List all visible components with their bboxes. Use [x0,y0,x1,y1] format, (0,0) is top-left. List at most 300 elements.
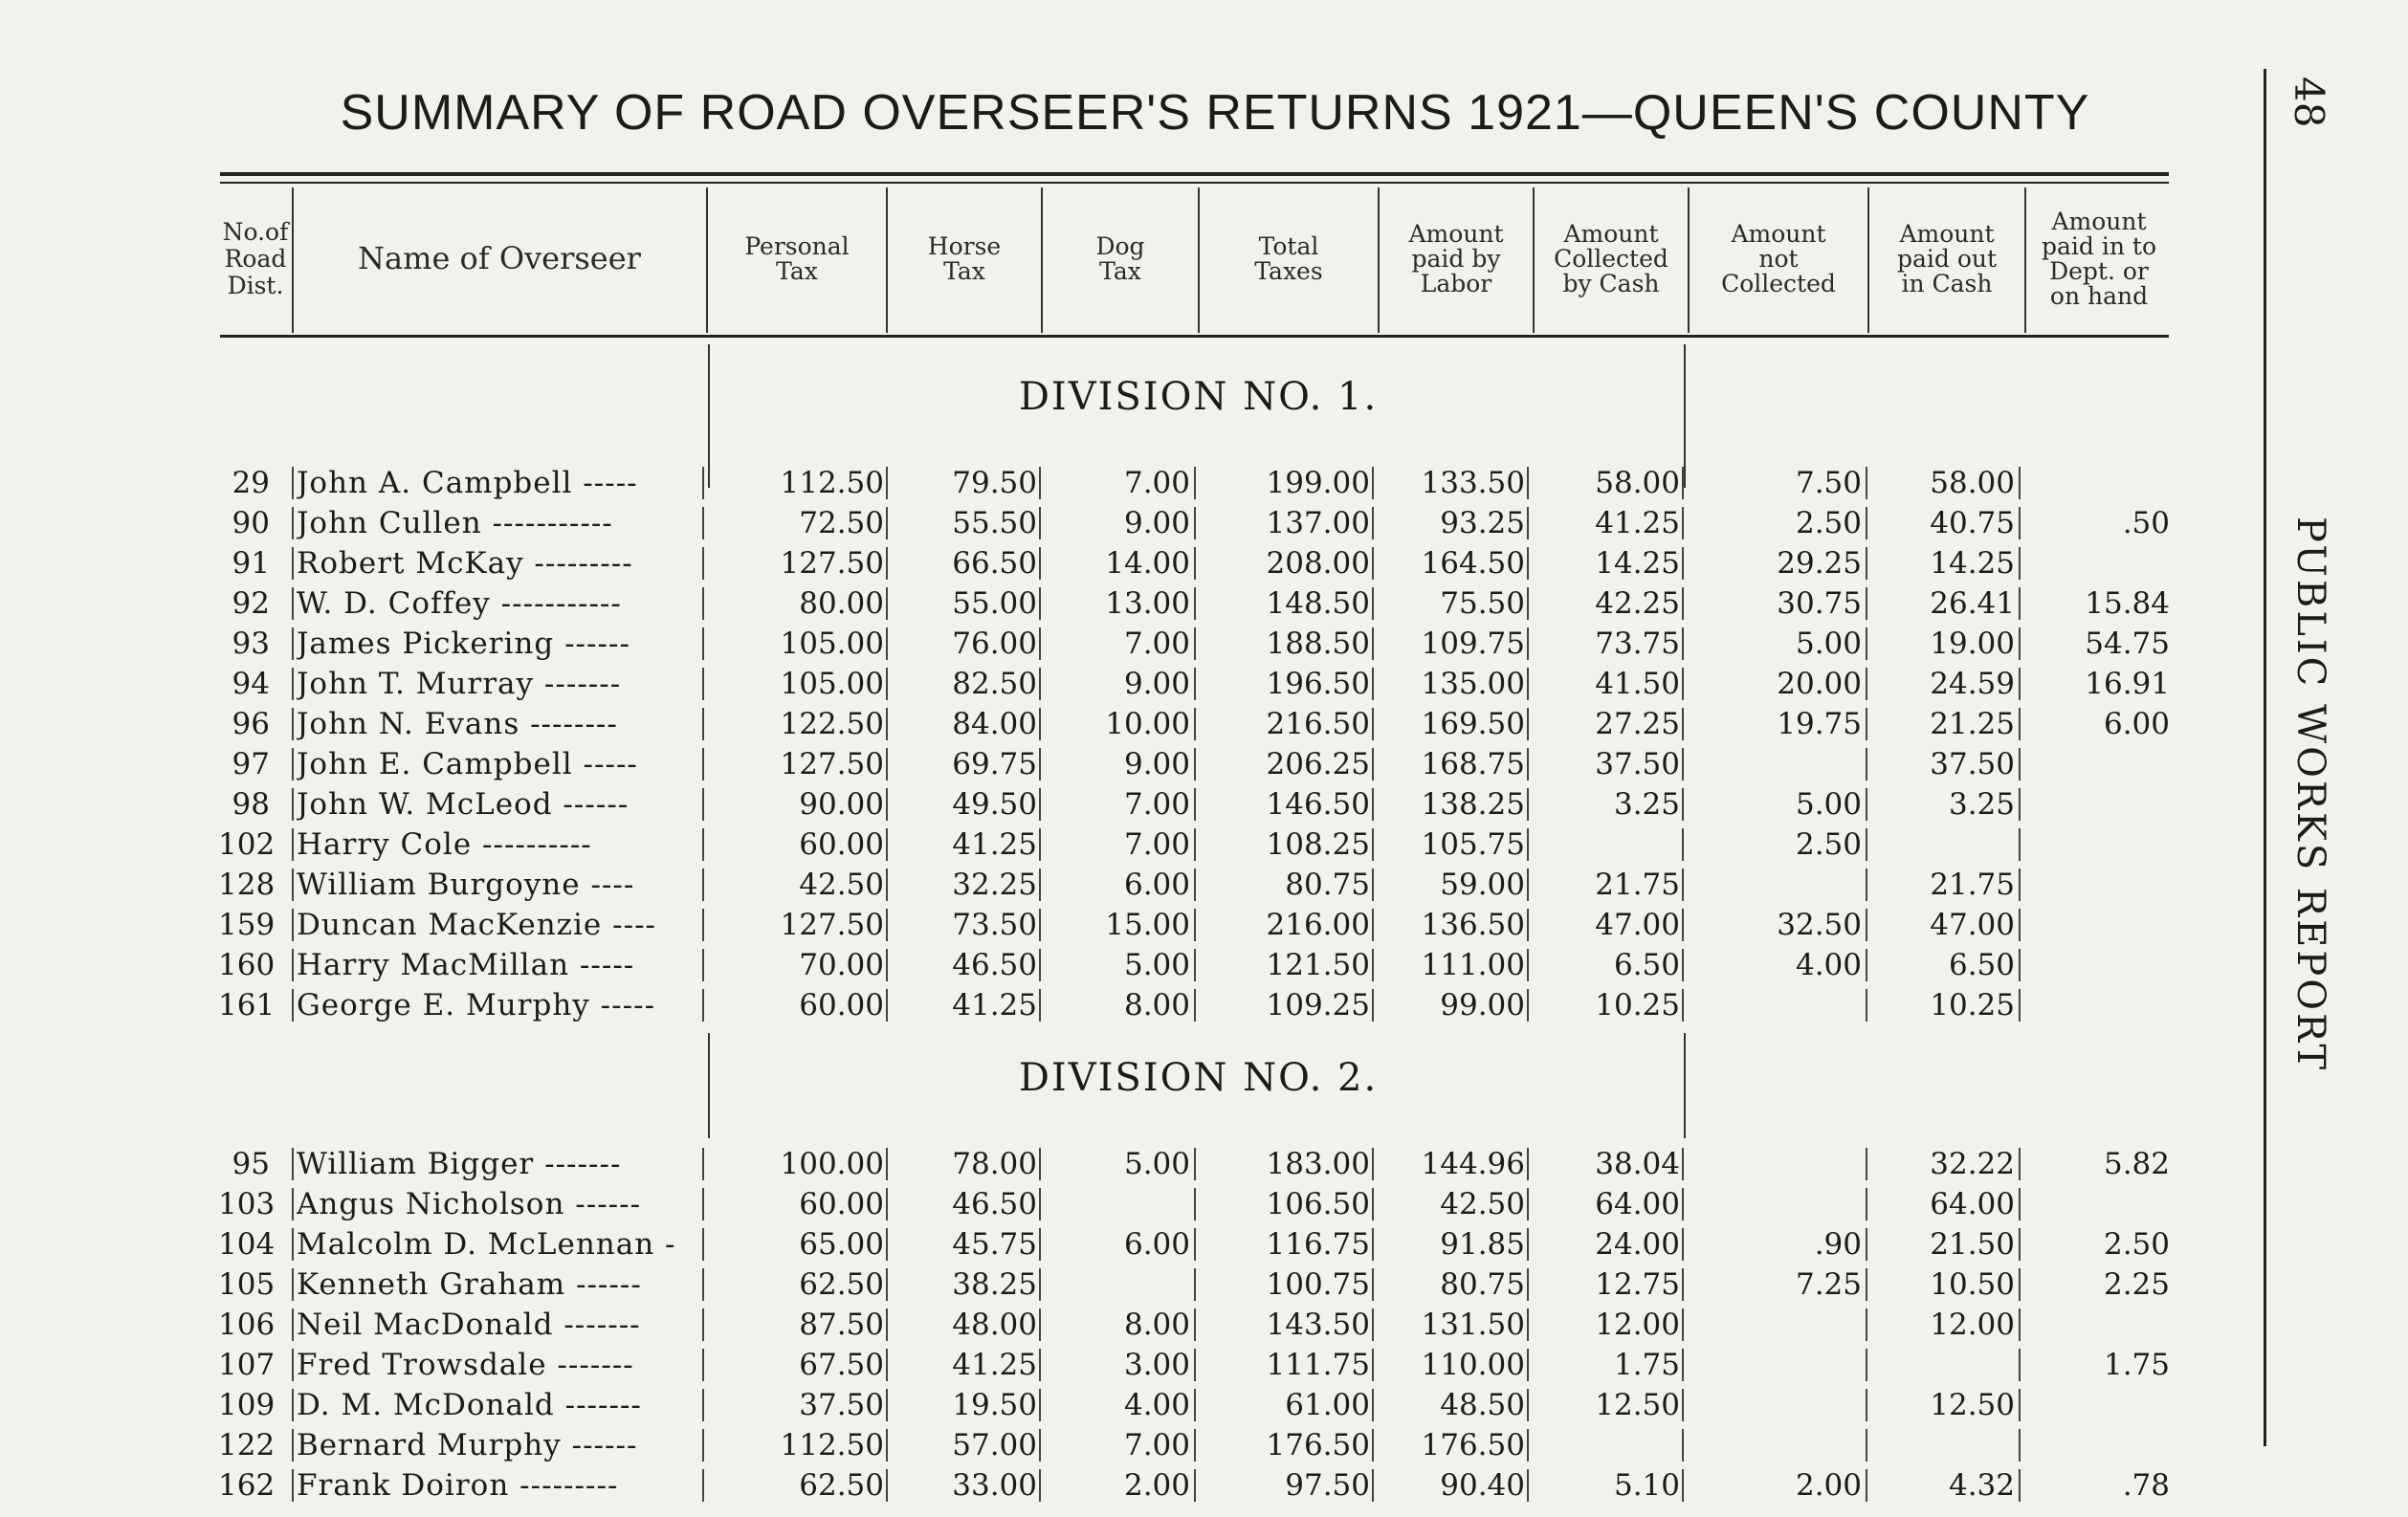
road-dist-cell: 95 [232,1147,270,1181]
column-rule [1194,748,1196,780]
total-taxes-cell: 196.50 [1266,667,1370,701]
column-rule [1039,507,1041,539]
column-rule [292,1469,294,1502]
column-rule [1866,587,1867,620]
column-rule [292,587,294,620]
table-row [0,744,2200,784]
column-rule [1866,547,1867,580]
column-rule [1682,1389,1684,1421]
paid-by-labor-cell: 80.75 [1440,1267,1525,1302]
column-rule [1866,1148,1867,1180]
column-rule [702,788,704,821]
column-rule [886,828,888,861]
not-collected-cell: 29.25 [1777,546,1862,581]
column-rule [1866,1308,1867,1341]
table-row [0,664,2200,704]
column-rule [1866,1228,1867,1261]
overseer-name-cell: Harry Cole ---------- [297,827,592,862]
total-taxes-cell: 216.00 [1266,908,1370,942]
column-rule [1372,708,1374,740]
paid-by-labor-cell: 91.85 [1440,1227,1525,1262]
horse-tax-cell: 49.50 [952,787,1037,822]
paid-by-labor-cell: 136.50 [1421,908,1525,942]
total-taxes-cell: 143.50 [1266,1308,1370,1342]
table-row [0,824,2200,865]
total-taxes-cell: 109.25 [1266,988,1370,1022]
dog-tax-cell: 7.00 [1123,627,1190,661]
not-collected-cell [1718,1425,1862,1465]
column-rule [1682,989,1684,1022]
column-rule [1527,788,1529,821]
dog-tax-cell: 7.00 [1123,466,1190,500]
paid-by-labor-cell: 110.00 [1421,1348,1525,1382]
personal-tax-cell: 112.50 [780,466,884,500]
table-row [0,945,2200,985]
horse-tax-cell: 55.50 [952,506,1037,540]
column-rule [1372,1268,1374,1301]
column-rule [1866,1469,1867,1502]
division-heading: DIVISION NO. 2. [1018,1056,1379,1100]
collected-by-cash-cell: 3.25 [1613,787,1680,822]
column-rule [1866,868,1867,901]
horse-tax-cell: 46.50 [952,1187,1037,1221]
not-collected-cell [1718,1184,1862,1224]
header-personal-tax: Personal Tax [744,231,850,285]
not-collected-cell [1718,1345,1862,1385]
column-rule [886,1228,888,1261]
dog-tax-cell: 7.00 [1123,1428,1190,1462]
column-rule [2019,627,2021,660]
personal-tax-cell: 62.50 [799,1267,884,1302]
column-rule [292,1308,294,1341]
collected-by-cash-cell: 14.25 [1595,546,1680,581]
column-rule [1194,1228,1196,1261]
personal-tax-cell: 72.50 [799,506,884,540]
column-rule [1866,989,1867,1022]
column-rule [1372,909,1374,941]
overseer-name-cell: Malcolm D. McLennan - [297,1227,676,1262]
horse-tax-cell: 78.00 [952,1147,1037,1181]
column-rule [1527,1389,1529,1421]
column-rule [1682,1308,1684,1341]
overseer-name-cell: John E. Campbell ----- [297,747,638,781]
column-rule [1527,627,1529,660]
column-rule [1527,668,1529,700]
title-rule-thin [220,182,2169,184]
personal-tax-cell: 127.50 [780,908,884,942]
column-rule [1527,507,1529,539]
paid-to-dept-cell [2026,784,2170,824]
paid-out-cash-cell: 14.25 [1930,546,2015,581]
column-rule [2019,909,2021,941]
column-rule [702,1389,704,1421]
column-rule [708,344,710,488]
paid-out-cash-cell: 12.50 [1930,1388,2015,1422]
column-rule [886,467,888,499]
column-rule [1866,788,1867,821]
column-rule [1039,708,1041,740]
paid-to-dept-cell: 1.75 [2103,1348,2170,1382]
header-not-collected: Amount not Collected [1721,219,1836,298]
road-dist-cell: 159 [218,908,276,942]
column-rule [1372,507,1374,539]
paid-by-labor-cell: 111.00 [1421,948,1525,982]
column-rule [1372,587,1374,620]
collected-by-cash-cell: 10.25 [1595,988,1680,1022]
column-rule [292,668,294,700]
column-rule [1682,507,1684,539]
dog-tax-cell: 3.00 [1123,1348,1190,1382]
table-row [0,1184,2200,1224]
column-rule [1527,1349,1529,1381]
column-rule [1039,949,1041,981]
personal-tax-cell: 42.50 [799,868,884,902]
road-dist-cell: 107 [218,1348,276,1382]
column-rule [1682,1469,1684,1502]
column-rule [702,587,704,620]
collected-by-cash-cell: 24.00 [1595,1227,1680,1262]
column-rule [886,547,888,580]
column-rule [292,1349,294,1381]
table-row [0,463,2200,503]
column-rule [1194,909,1196,941]
collected-by-cash-cell: 73.75 [1595,627,1680,661]
column-rule [886,949,888,981]
total-taxes-cell: 148.50 [1266,586,1370,621]
column-rule [1527,1148,1529,1180]
division-heading: DIVISION NO. 1. [1018,375,1379,419]
dog-tax-cell: 13.00 [1105,586,1190,621]
column-rule [1682,748,1684,780]
header-column-rule [2024,187,2026,333]
column-rule [2019,1228,2021,1261]
column-rule [1372,1188,1374,1220]
column-rule [1866,748,1867,780]
paid-to-dept-cell [2026,1385,2170,1425]
column-rule [886,1308,888,1341]
personal-tax-cell: 112.50 [780,1428,884,1462]
not-collected-cell [1718,1385,1862,1425]
collected-by-cash-cell: 42.25 [1595,586,1680,621]
horse-tax-cell: 46.50 [952,948,1037,982]
column-rule [886,868,888,901]
horse-tax-cell: 38.25 [952,1267,1037,1302]
horse-tax-cell: 41.25 [952,1348,1037,1382]
header-horse-tax: Horse Tax [927,231,1002,285]
personal-tax-cell: 65.00 [799,1227,884,1262]
paid-by-labor-cell: 133.50 [1421,466,1525,500]
column-rule [1866,668,1867,700]
column-rule [1039,788,1041,821]
paid-by-labor-cell: 131.50 [1421,1308,1525,1342]
column-rule [292,1389,294,1421]
road-dist-cell: 29 [232,466,270,500]
column-rule [1194,1389,1196,1421]
running-head: PUBLIC WORKS REPORT [2288,517,2332,1073]
not-collected-cell [1718,985,1862,1025]
column-rule [886,1389,888,1421]
column-rule [1194,627,1196,660]
column-rule [1527,1188,1529,1220]
column-rule [1684,344,1686,488]
column-rule [886,989,888,1022]
column-rule [2019,467,2021,499]
overseer-name-cell: D. M. McDonald ------- [297,1388,642,1422]
column-rule [702,1228,704,1261]
column-rule [1039,1228,1041,1261]
paid-by-labor-cell: 90.40 [1440,1468,1525,1503]
road-dist-cell: 109 [218,1388,276,1422]
column-rule [886,1469,888,1502]
total-taxes-cell: 116.75 [1266,1227,1370,1262]
column-rule [1866,828,1867,861]
column-rule [886,788,888,821]
paid-to-dept-cell: 54.75 [2085,627,2170,661]
table-row [0,1224,2200,1264]
column-rule [1194,828,1196,861]
column-rule [702,547,704,580]
paid-to-dept-cell [2026,824,2170,865]
not-collected-cell: 5.00 [1795,787,1862,822]
column-rule [292,467,294,499]
dog-tax-cell: 9.00 [1123,506,1190,540]
paid-to-dept-cell [2026,1184,2170,1224]
column-rule [886,1349,888,1381]
not-collected-cell: .90 [1814,1227,1862,1262]
road-dist-cell: 106 [218,1308,276,1342]
paid-out-cash-cell: 4.32 [1948,1468,2015,1503]
total-taxes-cell: 206.25 [1266,747,1370,781]
paid-by-labor-cell: 59.00 [1440,868,1525,902]
paid-out-cash-cell: 21.25 [1930,707,2015,741]
column-rule [1039,627,1041,660]
paid-out-cash-cell: 10.25 [1930,988,2015,1022]
road-dist-cell: 97 [232,747,270,781]
column-rule [1194,1308,1196,1341]
column-rule [702,1188,704,1220]
paid-out-cash-cell: 24.59 [1930,667,2015,701]
personal-tax-cell: 105.00 [780,667,884,701]
personal-tax-cell: 60.00 [799,827,884,862]
personal-tax-cell: 100.00 [780,1147,884,1181]
paid-by-labor-cell: 75.50 [1440,586,1525,621]
dog-tax-cell: 6.00 [1123,1227,1190,1262]
road-dist-cell: 160 [218,948,276,982]
road-dist-cell: 104 [218,1227,276,1262]
dog-tax-cell [1047,1184,1190,1224]
column-rule [2019,828,2021,861]
page-number: 48 [2286,77,2332,128]
column-rule [2019,668,2021,700]
column-rule [1194,1188,1196,1220]
overseer-name-cell: James Pickering ------ [297,627,630,661]
table-row [0,543,2200,583]
column-rule [1682,828,1684,861]
column-rule [886,1429,888,1462]
horse-tax-cell: 79.50 [952,466,1037,500]
column-rule [1372,788,1374,821]
table-row [0,1305,2200,1345]
column-rule [2019,748,2021,780]
personal-tax-cell: 60.00 [799,988,884,1022]
column-rule [1682,1228,1684,1261]
column-rule [1194,507,1196,539]
column-rule [1372,868,1374,901]
total-taxes-cell: 80.75 [1285,868,1370,902]
dog-tax-cell: 14.00 [1105,546,1190,581]
collected-by-cash-cell: 1.75 [1613,1348,1680,1382]
overseer-name-cell: Kenneth Graham ------ [297,1267,642,1302]
column-rule [1527,1268,1529,1301]
overseer-name-cell: Frank Doiron --------- [297,1468,619,1503]
not-collected-cell [1718,1305,1862,1345]
dog-tax-cell: 7.00 [1123,787,1190,822]
header-column-rule [886,187,888,333]
horse-tax-cell: 55.00 [952,586,1037,621]
paid-by-labor-cell: 144.96 [1421,1147,1525,1181]
total-taxes-cell: 216.50 [1266,707,1370,741]
column-rule [1039,1349,1041,1381]
dog-tax-cell: 4.00 [1123,1388,1190,1422]
column-rule [1866,507,1867,539]
horse-tax-cell: 84.00 [952,707,1037,741]
column-rule [1039,668,1041,700]
column-rule [1039,989,1041,1022]
header-overseer-name: Name of Overseer [358,240,641,277]
total-taxes-cell: 188.50 [1266,627,1370,661]
collected-by-cash-cell: 21.75 [1595,868,1680,902]
column-rule [292,1148,294,1180]
column-rule [1039,1429,1041,1462]
horse-tax-cell: 41.25 [952,827,1037,862]
paid-to-dept-cell: .50 [2122,506,2170,540]
road-dist-cell: 161 [218,988,276,1022]
column-rule [1866,1268,1867,1301]
column-rule [2019,1188,2021,1220]
header-paid-out-cash: Amount paid out in Cash [1896,219,1998,298]
personal-tax-cell: 62.50 [799,1468,884,1503]
column-rule [1682,708,1684,740]
column-rule [702,507,704,539]
column-rule [1527,909,1529,941]
road-dist-cell: 128 [218,868,276,902]
dog-tax-cell: 8.00 [1123,988,1190,1022]
column-rule [2019,949,2021,981]
paid-out-cash-cell [1871,1345,2015,1385]
road-dist-cell: 96 [232,707,270,741]
table-row [0,1425,2200,1465]
total-taxes-cell: 111.75 [1266,1348,1370,1382]
column-rule [2019,708,2021,740]
personal-tax-cell: 60.00 [799,1187,884,1221]
column-rule [1194,708,1196,740]
column-rule [702,467,704,499]
column-rule [1372,828,1374,861]
dog-tax-cell: 7.00 [1123,827,1190,862]
road-dist-cell: 92 [232,586,270,621]
column-rule [292,1268,294,1301]
column-rule [2019,507,2021,539]
column-rule [702,1349,704,1381]
header-column-rule [1198,187,1200,333]
personal-tax-cell: 127.50 [780,747,884,781]
road-dist-cell: 103 [218,1187,276,1221]
paid-out-cash-cell: 64.00 [1930,1187,2015,1221]
personal-tax-cell: 122.50 [780,707,884,741]
paid-by-labor-cell: 99.00 [1440,988,1525,1022]
column-rule [292,627,294,660]
column-rule [292,868,294,901]
overseer-name-cell: Harry MacMillan ----- [297,948,635,982]
column-rule [702,668,704,700]
column-rule [2019,1268,2021,1301]
not-collected-cell: 2.50 [1795,827,1862,862]
header-column-rule [706,187,708,333]
column-rule [702,1429,704,1462]
horse-tax-cell: 48.00 [952,1308,1037,1342]
collected-by-cash-cell: 27.25 [1595,707,1680,741]
column-rule [1372,1148,1374,1180]
column-rule [2019,989,2021,1022]
title-rule-thick [220,172,2169,176]
header-column-rule [1533,187,1535,333]
road-dist-cell: 98 [232,787,270,822]
table-row [0,1465,2200,1506]
header-total-taxes: Total Taxes [1254,231,1323,285]
column-rule [702,1268,704,1301]
header-column-rule [1688,187,1690,333]
paid-to-dept-cell [2026,985,2170,1025]
overseer-name-cell: William Burgoyne ---- [297,868,635,902]
total-taxes-cell: 108.25 [1266,827,1370,862]
column-rule [1866,909,1867,941]
column-rule [1682,1268,1684,1301]
overseer-name-cell: Bernard Murphy ------ [297,1428,638,1462]
not-collected-cell: 32.50 [1777,908,1862,942]
not-collected-cell: 2.00 [1795,1468,1862,1503]
total-taxes-cell: 137.00 [1266,506,1370,540]
column-rule [1039,868,1041,901]
paid-to-dept-cell: 15.84 [2085,586,2170,621]
horse-tax-cell: 19.50 [952,1388,1037,1422]
road-dist-cell: 94 [232,667,270,701]
table-row [0,905,2200,945]
header-road-dist: No.of Road Dist. [222,218,289,299]
road-dist-cell: 93 [232,627,270,661]
paid-by-labor-cell: 176.50 [1421,1428,1525,1462]
column-rule [292,708,294,740]
overseer-name-cell: Neil MacDonald ------- [297,1308,641,1342]
paid-to-dept-cell [2026,945,2170,985]
header-column-rule [1378,187,1380,333]
column-rule [2019,1469,2021,1502]
header-bottom-rule [220,335,2169,338]
column-rule [1372,1429,1374,1462]
column-rule [1372,1469,1374,1502]
personal-tax-cell: 70.00 [799,948,884,982]
column-rule [1194,467,1196,499]
column-rule [1866,467,1867,499]
column-rule [292,748,294,780]
column-rule [1039,1469,1041,1502]
column-rule [1194,547,1196,580]
total-taxes-cell: 208.00 [1266,546,1370,581]
not-collected-cell: 7.50 [1795,466,1862,500]
horse-tax-cell: 66.50 [952,546,1037,581]
collected-by-cash-cell [1536,1425,1680,1465]
collected-by-cash-cell: 38.04 [1595,1147,1680,1181]
paid-to-dept-cell: 16.91 [2085,667,2170,701]
